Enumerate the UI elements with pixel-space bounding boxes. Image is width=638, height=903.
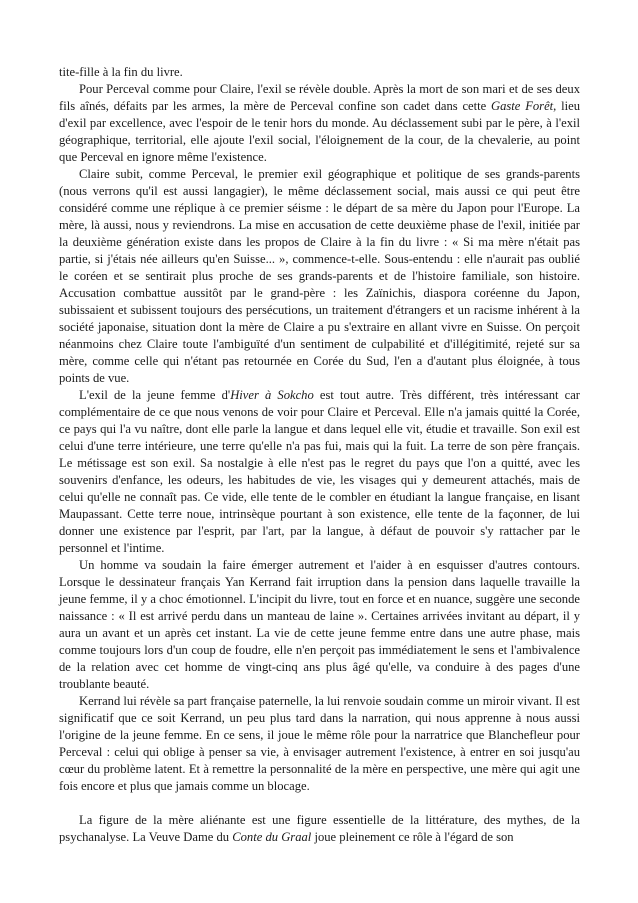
text-segment: Claire subit, comme Perceval, le premier exil géographique et politique de ses grands-parents (nous verrons qu'il est aussi langagier), le même déclassement social, mais aussi ce qui peut être considéré comme une réplique à ce premier séisme : le départ de sa mère du Japon pour l'Europe. La mère, là aussi, nous y reviendrons. La mise en accusation de cette deuxième phase de l'exil, initiée par la deuxième génération existe dans les propos de Claire à la fin du livre : « Si ma mère n'était pas partie, si j'étais née ailleurs qu'en Suisse... », commence-t-elle. Sous-entendu : elle n'aurait pas oublié le coréen et se sentirait plus proche de ses grands-parents et de l'histoire familiale, son histoire. Accusation combattue aussitôt par le grand-père : les Zaïnichis, diaspora coréenne du Japon, subissaient et subissent toujours des persécutions, un traitement d'étrangers et un racisme inhérent à la société japonaise, situation dont la mère de Claire a pu s'extraire en allant vivre en Suisse. On perçoit néanmoins chez Claire toute l'ambiguïté d'un sentiment de culpabilité et d'illégitimité, rejeté sur sa mère, comme celle qui n'étant pas retournée en Corée du Sud, l'en a d'autant plus éloignée, à tous points de vue.	[59, 167, 580, 385]
text-segment: Un homme va soudain la faire émerger autrement et l'aider à en esquisser d'autres contours. Lorsque le dessinateur français Yan Kerrand fait irruption dans la pension dans laquelle travaille la jeune femme, il y a choc émotionnel. L'incipit du livre, tout en force et en nuance, suggère une seconde naissance : « Il est arrivé perdu dans un manteau de laine ». Certaines arrivées invitant au départ, il y aura un avant et un après cet instant. La vie de cette jeune femme entre dans une autre phase, mais comme toujours lors d'un coup de foudre, elle n'en perçoit pas immédiatement le sens et l'ambivalence de la relation avec cet homme de vingt-cinq ans plus âgé qu'elle, va conduire à des pages d'une troublante beauté.	[59, 558, 580, 691]
document-page	[59, 64, 580, 846]
paragraph-alienating-mother	[59, 812, 580, 846]
text-segment: L'exil de la jeune femme d'	[79, 388, 231, 402]
paragraph-young-woman-exile	[59, 387, 580, 557]
text-segment: Pour Perceval comme pour Claire, l'exil se révèle double. Après la mort de son mari et de ses deux fils aînés, défaits par les armes, la mère de Perceval confine son cadet dans cette	[59, 82, 580, 113]
text-segment: tite-fille à la fin du livre.	[59, 65, 183, 79]
paragraph-claire-exile	[59, 166, 580, 387]
paragraph-kerrand-mirror	[59, 693, 580, 795]
paragraph-continuation	[59, 64, 580, 81]
italic-title: Hiver à Sokcho	[230, 388, 314, 402]
paragraph-perceval-exile	[59, 81, 580, 166]
text-segment: joue pleinement ce rôle à l'égard de son	[311, 830, 514, 844]
text-segment: , lieu d'exil par excellence, avec l'espoir de le tenir hors du monde. Au déclassement subi par le père, à l'exil géographique, territorial, elle ajoute l'exil social, l'éloignement de la cour, de la chevalerie, au point que Perceval en ignore même l'existence.	[59, 99, 580, 164]
italic-title: Gaste Forêt	[491, 99, 554, 113]
text-segment: est tout autre. Très différent, très intéressant car complémentaire de ce que nous venons de voir pour Claire et Perceval. Elle n'a jamais quitté la Corée, ce pays qui l'a vu naître, dont elle parle la langue et dans lequel elle vit, étudie et travaille. Son exil est celui d'une terre intérieure, une terre qu'elle n'a pas fui, mais qui la fuit. La terre de son père français. Le métissage est son exil. Sa nostalgie à elle n'est pas le regret du pays que l'on a quitté, avec les souvenirs d'enfance, les odeurs, les habitudes de vie, les visages qui y demeurent attachés, mais de celui qu'elle ne connaît pas. Ce vide, elle tente de le combler en étudiant la langue française, en lisant Maupassant. Cette terre noue, intrinsèque pourtant à son existence, elle tente de la façonner, de lui donner une existence par l'esprit, par l'art, par la langue, à défaut de pouvoir s'y rattacher par le personnel et l'intime.	[59, 388, 580, 555]
text-segment: La figure de la mère aliénante est une figure essentielle de la littérature, des mythes, de la psychanalyse. La Veuve Dame du	[59, 813, 580, 844]
paragraph-kerrand-arrival	[59, 557, 580, 693]
italic-title: Conte du Graal	[232, 830, 312, 844]
text-segment: Kerrand lui révèle sa part française paternelle, la lui renvoie soudain comme un miroir vivant. Il est significatif que ce soit Kerrand, un peu plus tard dans la narration, qui nous apprenne à nous aussi l'origine de la jeune femme. En ce sens, il joue le même rôle pour la narratrice que Blanchefleur pour Perceval : celui qui oblige à penser sa vie, à envisager autrement l'existence, à entrer en soi jusqu'au cœur du problème latent. Et à remettre la personnalité de la mère en perspective, une mère qui agit une fois encore et plus que jamais comme un blocage.	[59, 694, 580, 793]
